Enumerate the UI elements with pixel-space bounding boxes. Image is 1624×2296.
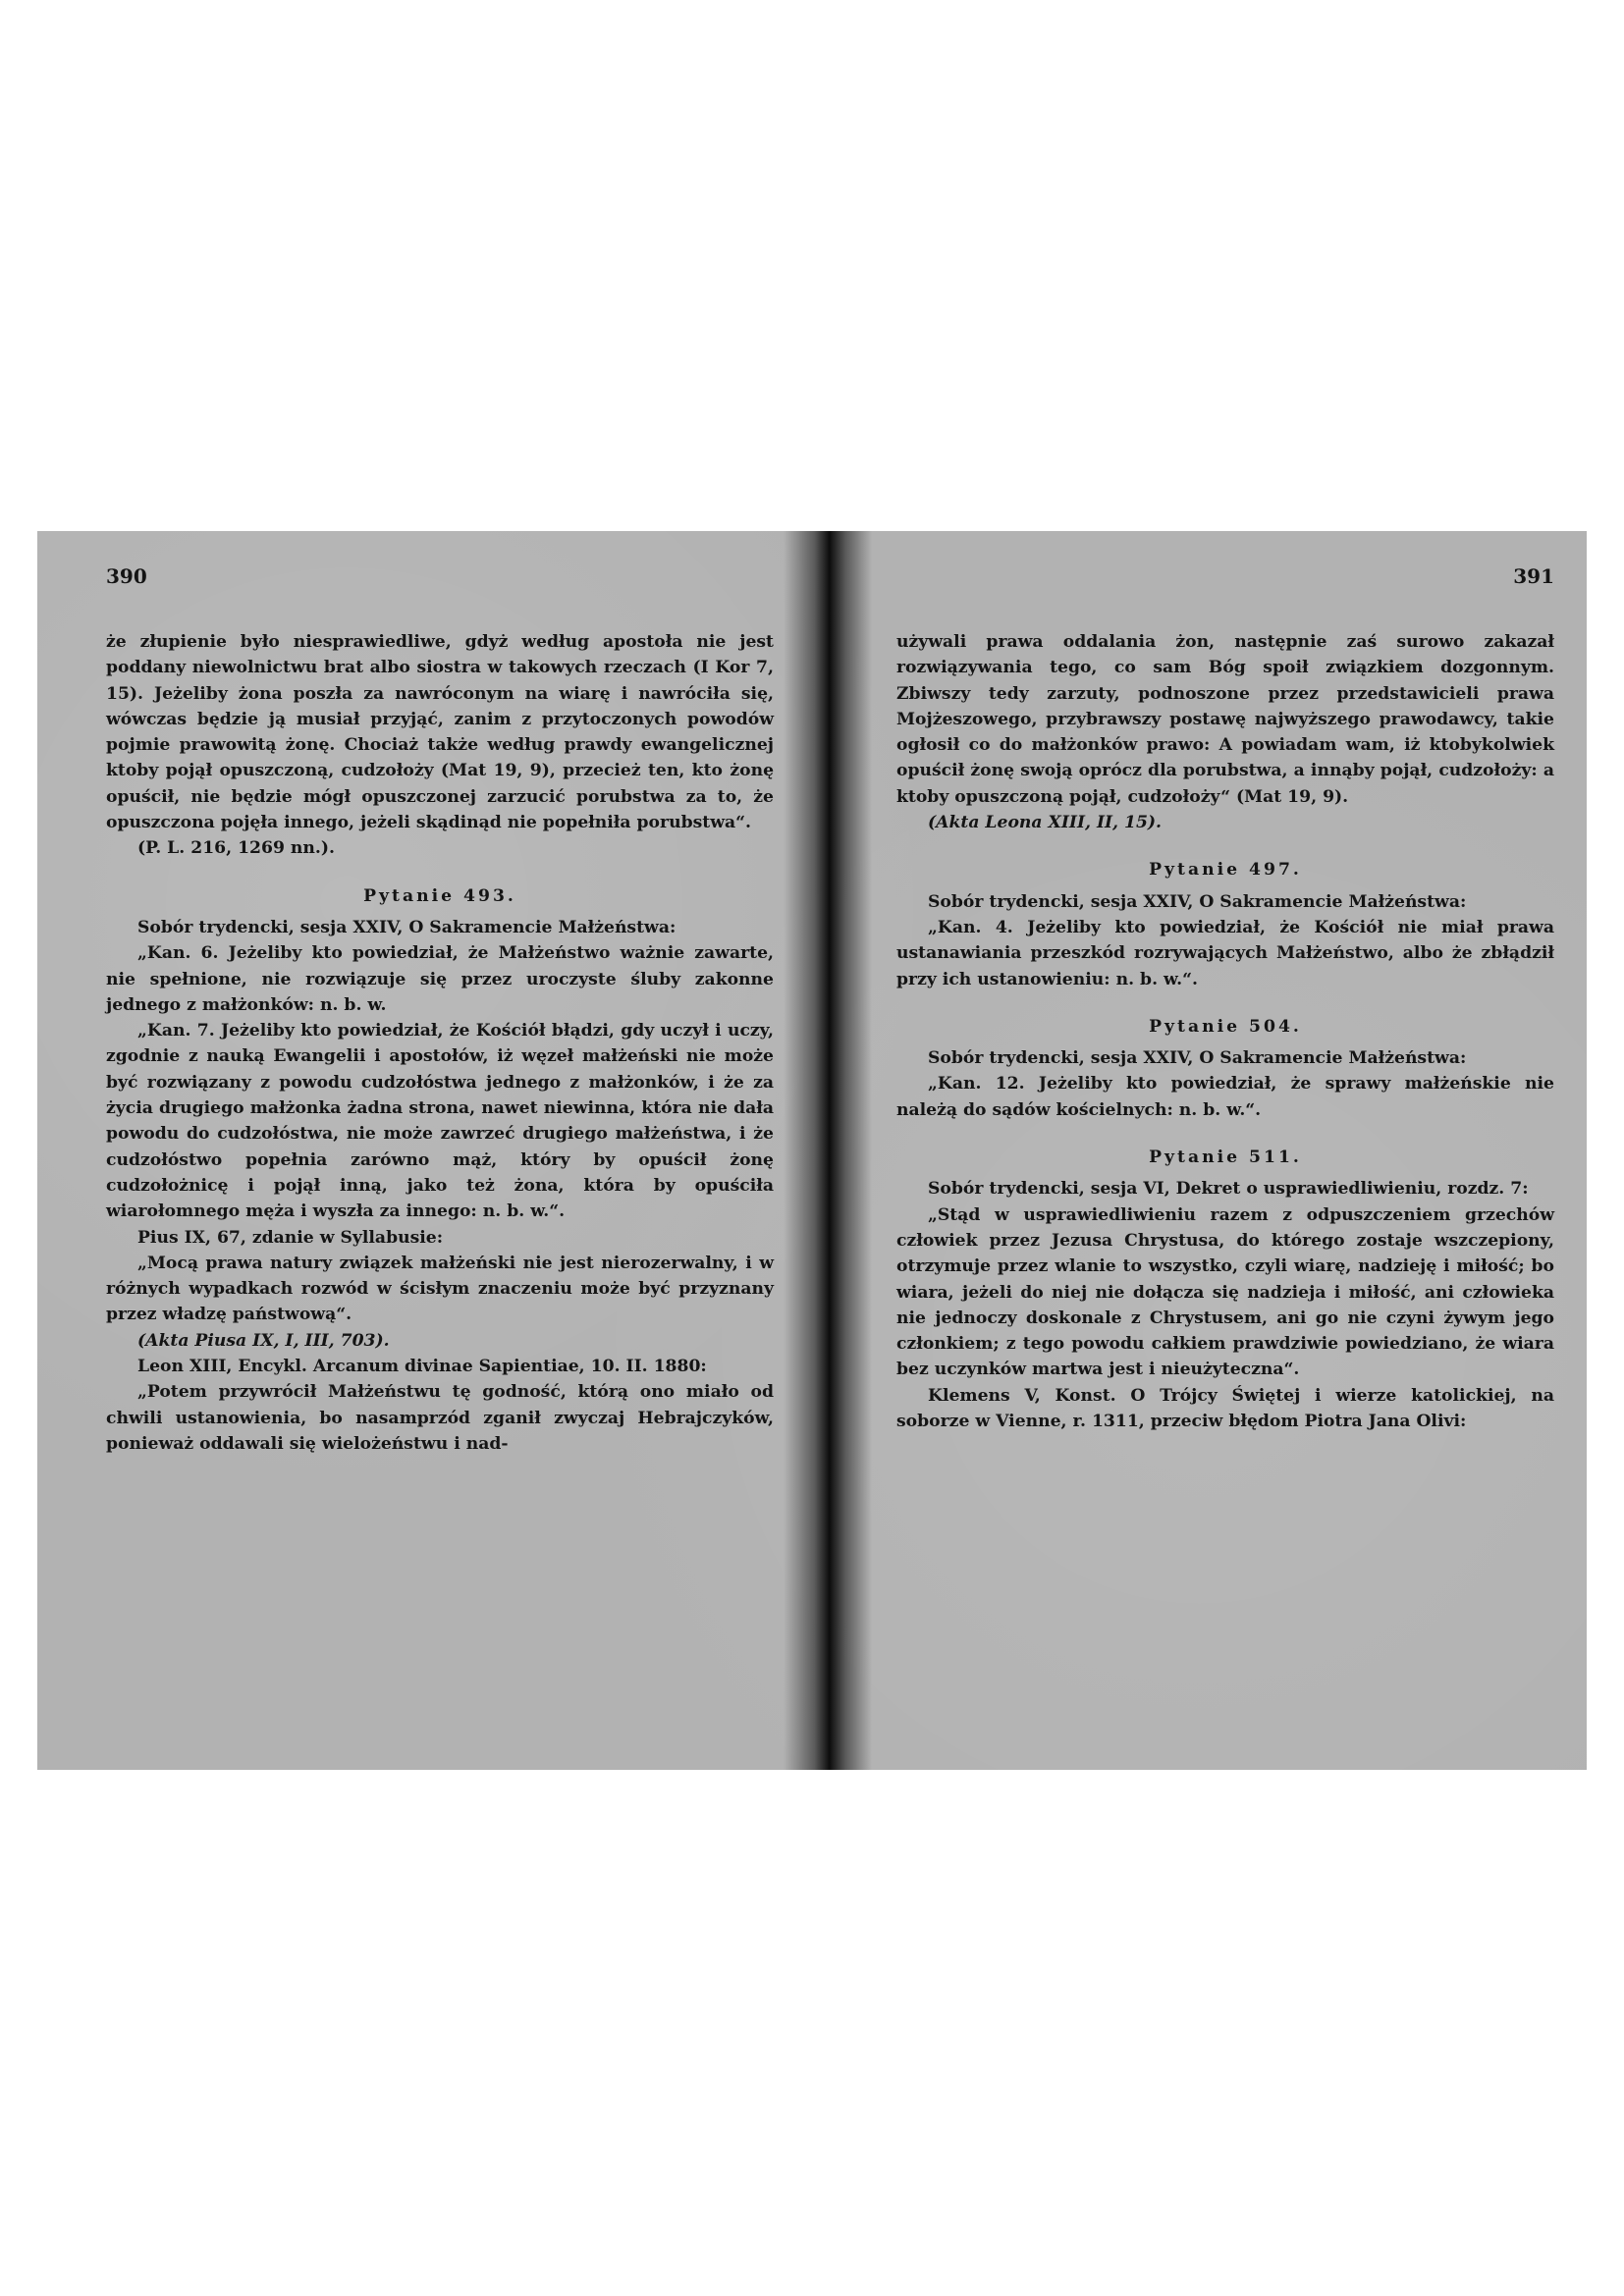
paragraph: „Mocą prawa natury związek małżeński nie jest nierozerwalny, i w różnych wypadkach rozwód w ścisłym znaczeniu może być przyznany przez władzę państwową“. xyxy=(106,1253,774,1325)
paragraph: Sobór trydencki, sesja VI, Dekret o usprawiedliwieniu, rozdz. 7: xyxy=(928,1179,1529,1200)
paragraph: używali prawa oddalania żon, następnie zaś surowo zakazał rozwiązywania tego, co sam Bóg spoił związkiem dozgonnym. Zbiwszy tedy zarzuty, podnoszone przez przedstawicieli prawa Mojżeszowego, przybrawszy postawę najwyższego prawodawcy, takie ogłosił co do małżonków prawo: A powiadam wam, iż ktobykolwiek opuścił żonę swoją oprócz dla porubstwa, a innąby pojął, cudzołoży: a ktoby opuszczoną pojął, cudzołoży“ (Mat 19, 9). xyxy=(896,632,1554,807)
paragraph: „Kan. 7. Jeżeliby kto powiedział, że Kościół błądzi, gdy uczył i uczy, zgodnie z nauką Ewangelii i apostołów, iż węzeł małżeński nie może być rozwiązany z powodu cudzołóstwa jednego z małżonków, i że za życia drugiego małżonka żadna strona, nawet niewinna, która nie dała powodu do cudzołóstwa, nie może zawrzeć drugiego małżeństwa, i że cudzołóstwo popełnia zarówno mąż, który by opuścił żonę cudzołożnicę i pojął inną, jako też żona, która by opuściła wiarołomnego męża i wyszła za innego: n. b. w.“. xyxy=(106,1021,774,1222)
book-spine-shadow xyxy=(784,531,872,1770)
paragraph: „Potem przywrócił Małżeństwu tę godność, którą ono miało od chwili ustanowienia, bo nasamprzód zganił zwyczaj Hebrajczyków, ponieważ oddawali się wielożeństwu i nad- xyxy=(106,1382,774,1454)
section-heading: Pytanie 504. xyxy=(1149,1016,1302,1037)
citation: (Akta Piusa IX, I, III, 703). xyxy=(137,1330,390,1351)
left-page xyxy=(106,531,774,1770)
book-scan xyxy=(37,531,1587,1770)
citation: (Akta Leona XIII, II, 15). xyxy=(928,813,1163,833)
paragraph: że złupienie było niesprawiedliwe, gdyż według apostoła nie jest poddany niewolnictwu brat albo siostra w takowych rzeczach (I Kor 7, 15). Jeżeliby żona poszła za nawróconym na wiarę i nawróciła się, wówczas będzie ją musiał przyjąć, zanim z przytoczonych powodów pojmie prawowitą żonę. Chociaż także według prawdy ewangelicznej ktoby pojął opuszczoną, cudzołoży (Mat 19, 9), przecież ten, kto żonę opuścił, nie będzie mógł opuszczonej zarzucić porubstwa za to, że opuszczona pojęła innego, jeżeli skądinąd nie popełniła porubstwa“. xyxy=(106,632,774,833)
left-page-text xyxy=(106,629,774,1457)
paragraph: Leon XIII, Encykl. Arcanum divinae Sapientiae, 10. II. 1880: xyxy=(137,1357,707,1377)
page-number-left: 390 xyxy=(106,564,147,588)
paragraph: Pius IX, 67, zdanie w Syllabusie: xyxy=(137,1227,444,1248)
section-heading: Pytanie 497. xyxy=(1149,860,1302,881)
section-heading: Pytanie 511. xyxy=(1149,1148,1302,1168)
paragraph: Sobór trydencki, sesja XXIV, O Sakramencie Małżeństwa: xyxy=(928,1048,1467,1069)
right-page-text xyxy=(896,629,1554,1434)
citation: (P. L. 216, 1269 nn.). xyxy=(137,838,335,859)
paragraph: Sobór trydencki, sesja XXIV, O Sakramencie Małżeństwa: xyxy=(137,917,677,937)
page-number-right: 391 xyxy=(1513,564,1554,588)
paragraph: Klemens V, Konst. O Trójcy Świętej i wierze katolickiej, na soborze w Vienne, r. 1311, przeciw błędom Piotra Jana Olivi: xyxy=(896,1385,1554,1432)
paragraph: „Stąd w usprawiedliwieniu razem z odpuszczeniem grzechów człowiek przez Jezusa Chrystusa, do którego zostaje wszczepiony, otrzymuje przez wlanie to wszystko, czyli wiarę, nadzieję i miłość; bo wiara, jeżeli do niej nie dołącza się nadzieja i miłość, ani człowieka nie jednoczy doskonale z Chrystusem, ani go nie czyni żywym jego członkiem; z tego powodu całkiem prawdziwie powiedziano, że wiara bez uczynków martwa jest i nieużyteczna“. xyxy=(896,1204,1554,1380)
section-heading: Pytanie 493. xyxy=(363,885,516,906)
paragraph: „Kan. 6. Jeżeliby kto powiedział, że Małżeństwo ważnie zawarte, nie spełnione, nie rozwiązuje się przez uroczyste śluby zakonne jednego z małżonków: n. b. w. xyxy=(106,943,774,1015)
paragraph: Sobór trydencki, sesja XXIV, O Sakramencie Małżeństwa: xyxy=(928,891,1467,912)
paragraph: „Kan. 12. Jeżeliby kto powiedział, że sprawy małżeńskie nie należą do sądów kościelnych: n. b. w.“. xyxy=(896,1074,1554,1120)
paragraph: „Kan. 4. Jeżeliby kto powiedział, że Kościół nie miał prawa ustanawiania przeszkód rozrywających Małżeństwo, albo że zbłądził przy ich ustanowieniu: n. b. w.“. xyxy=(896,917,1554,989)
right-page xyxy=(896,531,1554,1770)
